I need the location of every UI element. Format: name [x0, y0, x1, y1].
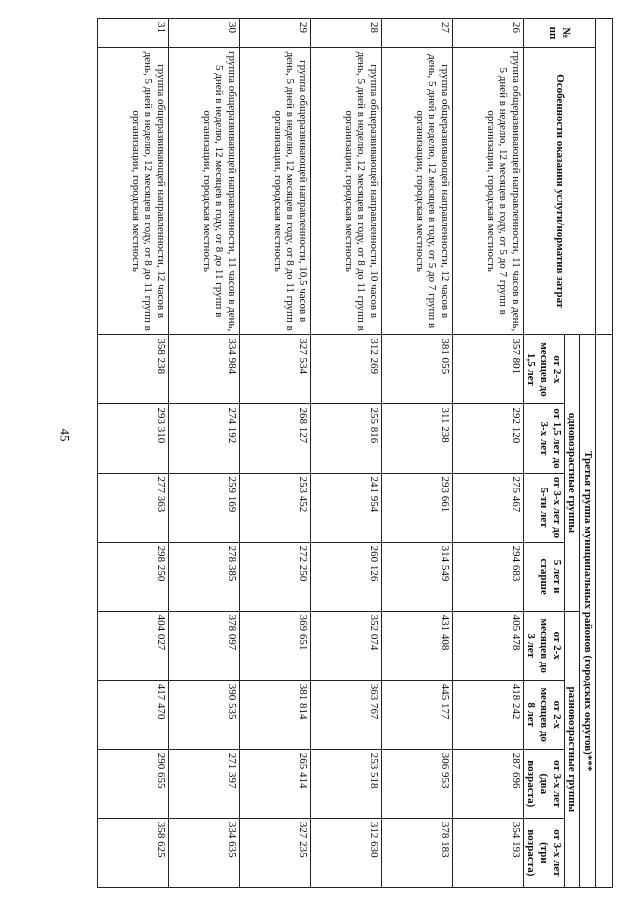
cost-value: 253 452: [239, 473, 310, 542]
cost-value: 378 183: [381, 818, 452, 887]
cost-value: 358 238: [98, 335, 169, 404]
cost-value: 314 549: [381, 542, 452, 611]
age-header: от 1,5 лет до 3-х лет: [523, 404, 564, 473]
row-number: 30: [169, 19, 240, 48]
cost-value: 271 397: [169, 749, 240, 818]
row-number: 29: [239, 19, 310, 48]
row-description: группа общеразвивающей направленности, 11 часов в день, 5 дней в неделю, 12 месяцев в году, от 5 до 7 групп в организации, городская местность: [452, 47, 523, 334]
cost-value: 241 954: [310, 473, 381, 542]
cost-value: 292 120: [452, 404, 523, 473]
subgroup-mixed-age: разновозрастные группы: [564, 611, 580, 887]
header-spacer: [596, 19, 613, 335]
row-description: группа общеразвивающей направленности, 10,5 часов в день, 5 дней в неделю, 12 месяцев в году, от 8 до 11 групп в организации, городская местность: [239, 47, 310, 334]
page-number: 45: [57, 428, 73, 442]
cost-value: 381 814: [239, 680, 310, 749]
table-body: [98, 19, 524, 888]
row-number: 27: [381, 19, 452, 48]
cost-value: 327 235: [239, 818, 310, 887]
cost-value: 287 696: [452, 749, 523, 818]
header-row-group: [580, 19, 596, 888]
header-spacer: [596, 335, 613, 888]
row-number: 28: [310, 19, 381, 48]
age-header: от 3-х лет (два возраста): [523, 749, 564, 818]
cost-value: 378 097: [169, 611, 240, 680]
cost-value: 327 534: [239, 335, 310, 404]
cost-value: 352 074: [310, 611, 381, 680]
age-header: от 3-х лет до 5-ти лет: [523, 473, 564, 542]
cost-value: 275 467: [452, 473, 523, 542]
cost-value: 369 651: [239, 611, 310, 680]
rotated-table-wrapper: [97, 18, 613, 888]
cost-value: 417 470: [98, 680, 169, 749]
cost-value: 293 661: [381, 473, 452, 542]
cost-value: 311 238: [381, 404, 452, 473]
cost-value: 253 518: [310, 749, 381, 818]
cost-value: 260 126: [310, 542, 381, 611]
cost-value: 294 683: [452, 542, 523, 611]
age-header: 5 лет и старше: [523, 542, 564, 611]
cost-value: 255 816: [310, 404, 381, 473]
cost-value: 334 635: [169, 818, 240, 887]
group-title: Третья группа муниципальных районов (городских округов)***: [580, 335, 596, 888]
cost-value: 298 250: [98, 542, 169, 611]
table-row: [452, 19, 523, 888]
row-number: 26: [452, 19, 523, 48]
cost-value: 312 630: [310, 818, 381, 887]
cost-value: 418 242: [452, 680, 523, 749]
age-header: от 2-х месяцев до 3 лет: [523, 611, 564, 680]
cost-value: 268 127: [239, 404, 310, 473]
age-header: от 2-х месяцев до 8 лет: [523, 680, 564, 749]
row-description: группа общеразвивающей направленности, 10 часов в день, 5 дней в неделю, 12 месяцев в году, от 8 до 11 групп в организации, городская местность: [310, 47, 381, 334]
header-spacer-row: [596, 19, 613, 888]
cost-value: 312 269: [310, 335, 381, 404]
cost-value: 381 055: [381, 335, 452, 404]
cost-value: 357 801: [452, 335, 523, 404]
table-row: [381, 19, 452, 888]
age-header: от 2-х месяцев до 1,5 лет: [523, 335, 564, 404]
cost-value: 290 655: [98, 749, 169, 818]
cost-value: 278 385: [169, 542, 240, 611]
table-row: [310, 19, 381, 888]
subgroup-single-age: одновозрастные группы: [564, 335, 580, 611]
cost-value: 405 478: [452, 611, 523, 680]
row-number: 31: [98, 19, 169, 48]
col-no-header: № пп: [523, 19, 595, 48]
row-description: группа общеразвивающей направленности, 11 часов в день, 5 дней в неделю, 12 месяцев в году, от 8 до 11 групп в организации, городская местность: [169, 47, 240, 334]
cost-value: 390 535: [169, 680, 240, 749]
cost-value: 277 363: [98, 473, 169, 542]
cost-value: 358 625: [98, 818, 169, 887]
cost-value: 293 310: [98, 404, 169, 473]
tariff-table: [97, 18, 613, 888]
table-row: [169, 19, 240, 888]
row-description: группа общеразвивающей направленности, 12 часов в день, 5 дней в неделю, 12 месяцев в году, от 5 до 7 групп в организации, городская местность: [381, 47, 452, 334]
cost-value: 272 250: [239, 542, 310, 611]
cost-value: 354 193: [452, 818, 523, 887]
cost-value: 445 177: [381, 680, 452, 749]
cost-value: 334 984: [169, 335, 240, 404]
table-row: [239, 19, 310, 888]
cost-value: 363 767: [310, 680, 381, 749]
age-header: от 3-х лет (три возраста): [523, 818, 564, 887]
cost-value: 431 408: [381, 611, 452, 680]
cost-value: 306 953: [381, 749, 452, 818]
table-row: [98, 19, 169, 888]
cost-value: 259 169: [169, 473, 240, 542]
row-description: группа общеразвивающей направленности, 12 часов в день, 5 дней в неделю, 12 месяцев в году, от 8 до 11 групп в организации, городская местность: [98, 47, 169, 334]
col-desc-header: Особенности оказания услуги/норматив затрат: [523, 47, 595, 334]
cost-value: 404 027: [98, 611, 169, 680]
cost-value: 265 414: [239, 749, 310, 818]
cost-value: 274 192: [169, 404, 240, 473]
